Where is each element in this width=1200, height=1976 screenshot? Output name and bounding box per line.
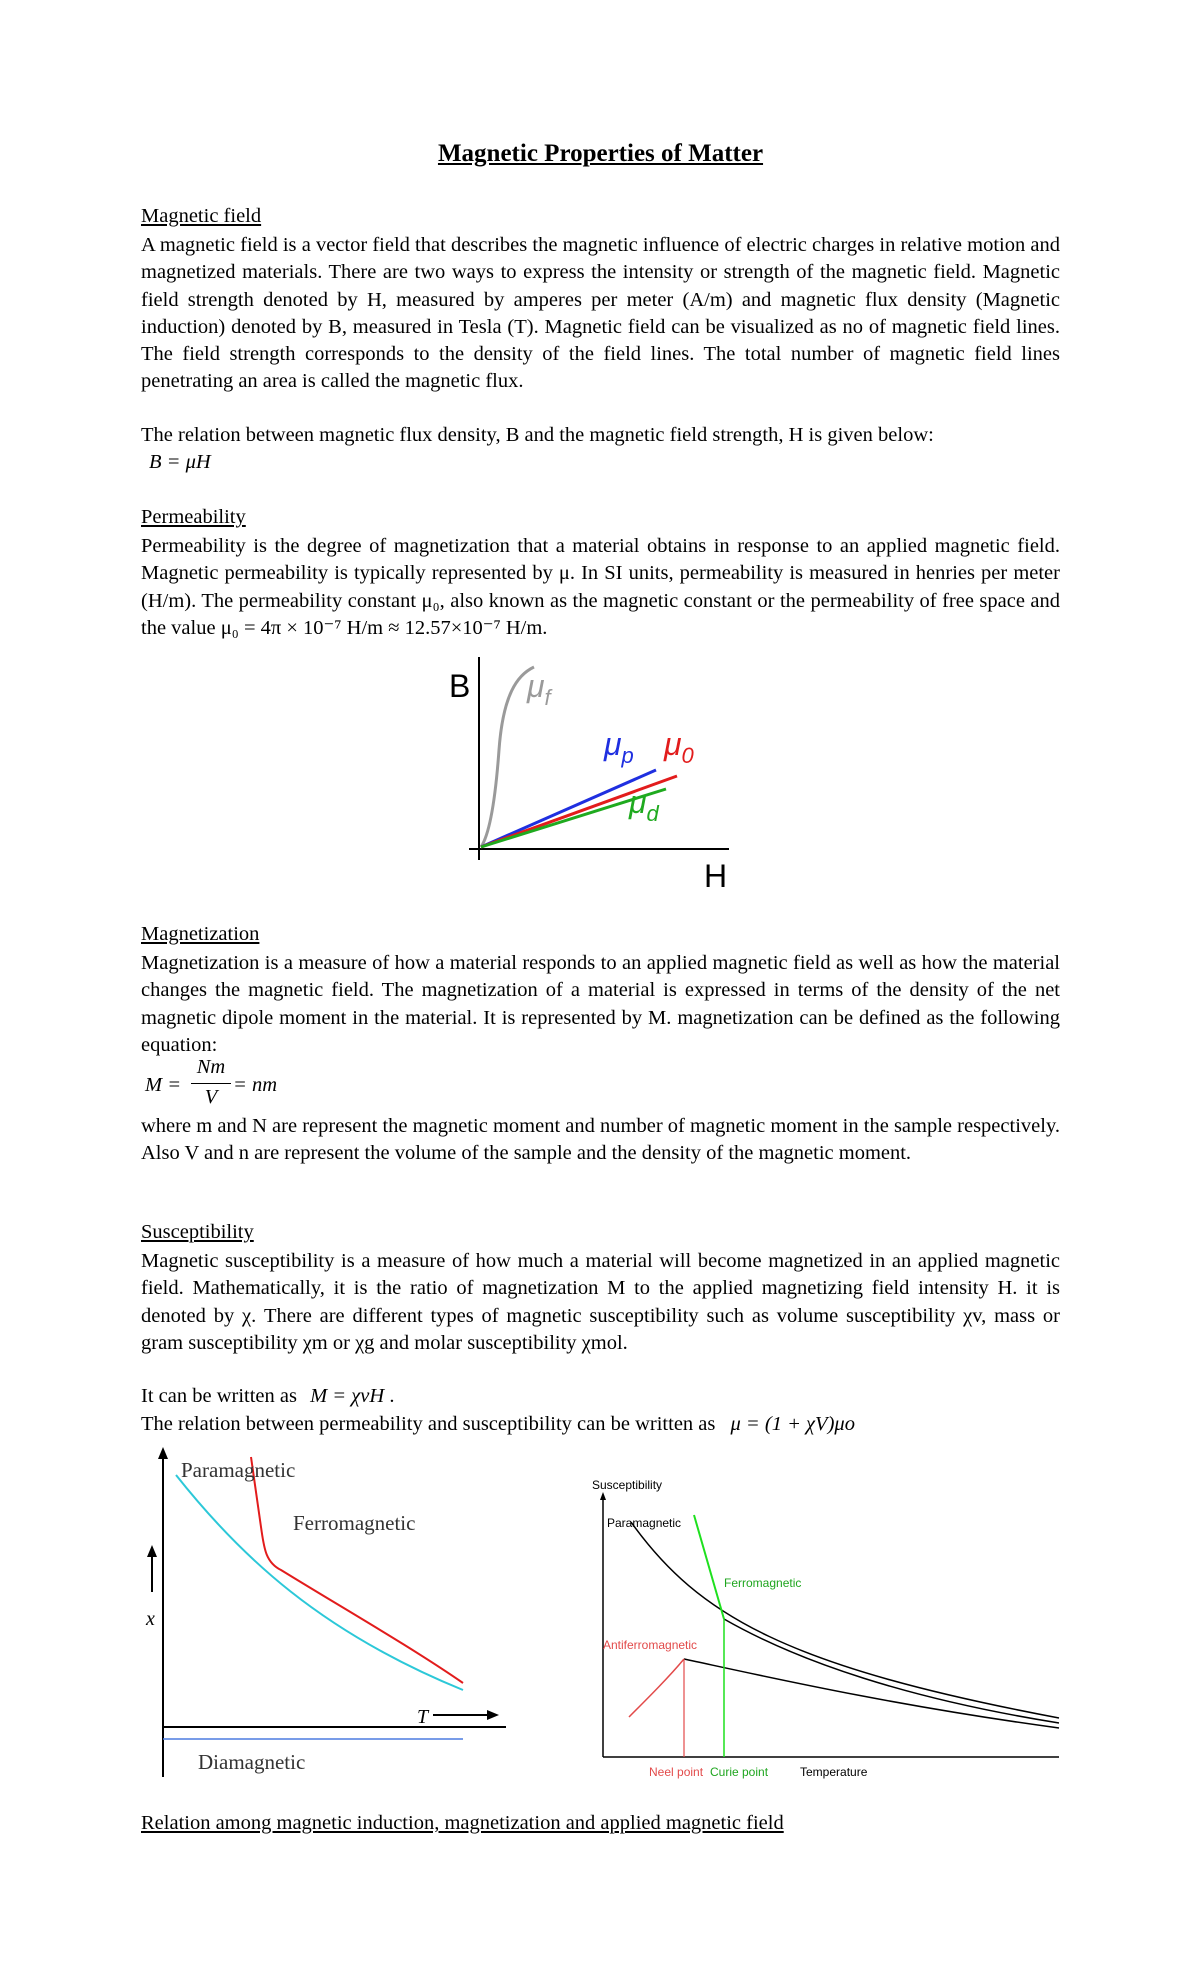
- paramagnetic-curve: [176, 1475, 463, 1690]
- mu-chi-equation: μ = (1 + χV)μo: [730, 1413, 855, 1435]
- mu-d-label: $\mu_d$: [629, 784, 659, 826]
- permeability-body: Permeability is the degree of magnetization that a material obtains in response to an applied magnetic field. Magnetic permeability is typically represented by μ. In SI units, permeability is measured in henries per meter (H/m). The permeability constant μ₀, also known as the magnetic constant or the permeability of free space and the value μ₀ = 4π × 10⁻⁷ H/m ≈ 12.57×10⁻⁷ H/m.: [141, 535, 1060, 639]
- chi-axis-label: x: [146, 1608, 155, 1630]
- mu-f-label: $\mu_f$: [527, 668, 551, 710]
- ferromagnetic-line-right: [694, 1515, 724, 1619]
- susceptibility-temperature-figure-right: [589, 1477, 1079, 1792]
- m-chi-h-equation: M = χvH: [310, 1385, 385, 1407]
- next-section-heading: Relation among magnetic induction, magnetization and applied magnetic field: [141, 1812, 784, 1834]
- relation-text: The relation between permeability and susceptibility can be written as: [141, 1413, 716, 1435]
- mu-0-label: $\mu_0$: [664, 726, 694, 768]
- temperature-axis-label: Temperature: [800, 1765, 868, 1779]
- paramagnetic-label: Paramagnetic: [181, 1458, 296, 1482]
- mu-p-label: $\mu_p$: [604, 726, 634, 768]
- permeability-bh-figure: [449, 655, 759, 894]
- susceptibility-temperature-figure-left: [141, 1447, 521, 1787]
- susceptibility-axis-label: Susceptibility: [592, 1478, 663, 1492]
- written-as-text: It can be written as: [141, 1385, 297, 1407]
- antiferromagnetic-curve-right: [629, 1659, 684, 1717]
- eq-denominator: V: [204, 1086, 218, 1108]
- eq-fraction-bar: [191, 1083, 231, 1084]
- susceptibility-relation: [141, 1413, 855, 1436]
- ferromagnetic-label: Ferromagnetic: [293, 1511, 416, 1535]
- equation-b-mu-h: B = μH: [149, 451, 211, 473]
- susceptibility-heading: Susceptibility: [141, 1221, 254, 1243]
- magnetic-field-relation: The relation between magnetic flux density, B and the magnetic field strength, H is given below:: [141, 424, 934, 446]
- susceptibility-written-as: It can be written as M = χvH .: [141, 1385, 395, 1407]
- magnetic-field-heading: Magnetic field: [141, 205, 262, 227]
- ferromagnetic-curve: [251, 1457, 463, 1683]
- antiferromagnetic-label-right: Antiferromagnetic: [603, 1638, 698, 1652]
- paramagnetic-curve-right: [631, 1522, 1059, 1718]
- paramagnetic-label-right: Paramagnetic: [607, 1516, 682, 1530]
- b-axis-label: B: [449, 668, 471, 704]
- t-axis-label: T: [417, 1706, 429, 1728]
- permeability-heading: Permeability: [141, 506, 246, 528]
- curie-point-label: Curie point: [710, 1765, 769, 1779]
- eq-rhs: = nm: [233, 1074, 278, 1096]
- susceptibility-body: Magnetic susceptibility is a measure of how much a material will become magnetized in an applied magnetic field. Mathematically, it is the ratio of magnetization M to the applied magnetizing field intensity H. it is denoted by χ. There are different types of magnetic susceptibility such as volume susceptibility χv, mass or gram susceptibility χm or χg and molar susceptibility χmol.: [141, 1250, 1060, 1354]
- eq-numerator: Nm: [196, 1056, 226, 1078]
- magnetization-heading: Magnetization: [141, 923, 260, 945]
- eq-lhs: M =: [145, 1074, 182, 1096]
- antiferro-paramagnetic-curve-right: [684, 1659, 1059, 1728]
- neel-point-label: Neel point: [649, 1765, 704, 1779]
- magnetization-explanation: where m and N are represent the magnetic moment and number of magnetic moment in the sample respectively. Also V and n are represent the volume of the sample and the density of the magnetic moment.: [141, 1115, 1060, 1165]
- h-axis-label: H: [704, 858, 728, 894]
- diamagnetic-label: Diamagnetic: [198, 1750, 306, 1774]
- page-title: Magnetic Properties of Matter: [437, 140, 764, 167]
- magnetization-body: Magnetization is a measure of how a material responds to an applied magnetic field as well as how the material changes the magnetic field. The magnetization of a material is expressed in terms of the density of the net magnetic dipole moment in the material. It is represented by M. magnetization can be defined as the following equation:: [141, 952, 1060, 1056]
- magnetic-field-body: A magnetic field is a vector field that describes the magnetic influence of electric charges in relative motion and magnetized materials. There are two ways to express the intensity or strength of the magnetic field. Magnetic field strength denoted by H, measured by amperes per meter (A/m) and magnetic flux density (Magnetic induction) denoted by B, measured in Tesla (T). Magnetic field can be visualized as no of magnetic field lines. The field strength corresponds to the density of the field lines. The total number of magnetic field lines penetrating an area is called the magnetic flux.: [141, 234, 1060, 393]
- ferromagnetic-label-right: Ferromagnetic: [724, 1576, 802, 1590]
